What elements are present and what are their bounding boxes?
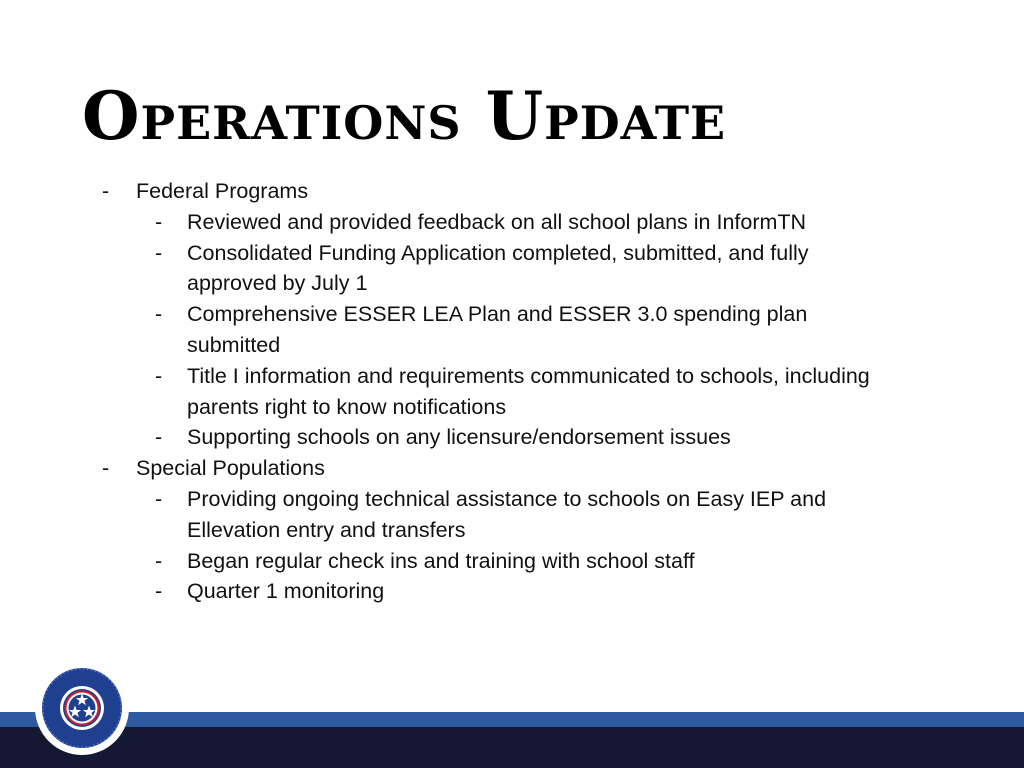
sub-bullet-item <box>102 422 882 453</box>
tennessee-seal-icon <box>34 660 130 756</box>
bullet-text: Federal Programs <box>136 179 309 203</box>
bullet-text: Began regular check ins and training with school staff <box>187 548 695 573</box>
dash-marker: - <box>155 302 163 327</box>
bullet-list <box>102 176 882 607</box>
bullet-text: Title I information and requirements communicated to schools, including parents right to know notifications <box>187 363 870 419</box>
dash-marker: - <box>155 363 163 388</box>
dash-marker: - <box>155 425 163 450</box>
sub-bullet-item <box>102 299 882 361</box>
dash-marker: - <box>102 456 110 481</box>
footer-band-blue <box>0 712 1024 727</box>
slide-title: Operations Update <box>82 77 727 155</box>
dash-marker: - <box>102 179 110 203</box>
bullet-text: Quarter 1 monitoring <box>187 579 385 604</box>
dash-marker: - <box>155 486 163 511</box>
sub-bullet-item <box>102 484 882 546</box>
sub-bullet-item <box>102 207 882 238</box>
bullet-text: Consolidated Funding Application completed, submitted, and fully approved by July 1 <box>187 240 809 296</box>
bullet-item <box>102 453 882 484</box>
bullet-text: Reviewed and provided feedback on all school plans in InformTN <box>187 209 807 234</box>
dash-marker: - <box>155 548 163 573</box>
sub-bullet-item <box>102 576 882 607</box>
bullet-text: Supporting schools on any licensure/endorsement issues <box>187 425 731 450</box>
sub-bullet-item <box>102 238 882 300</box>
bullet-text: Providing ongoing technical assistance to schools on Easy IEP and Ellevation entry and transfers <box>187 486 827 542</box>
dash-marker: - <box>155 209 163 234</box>
bullet-text: Comprehensive ESSER LEA Plan and ESSER 3.0 spending plan submitted <box>187 302 808 357</box>
dash-marker: - <box>155 240 163 265</box>
footer-band-navy <box>0 727 1024 768</box>
dash-marker: - <box>155 579 163 604</box>
bullet-item <box>102 176 882 207</box>
bullet-text: Special Populations <box>136 456 325 481</box>
sub-bullet-item <box>102 361 882 423</box>
sub-bullet-item <box>102 546 882 577</box>
